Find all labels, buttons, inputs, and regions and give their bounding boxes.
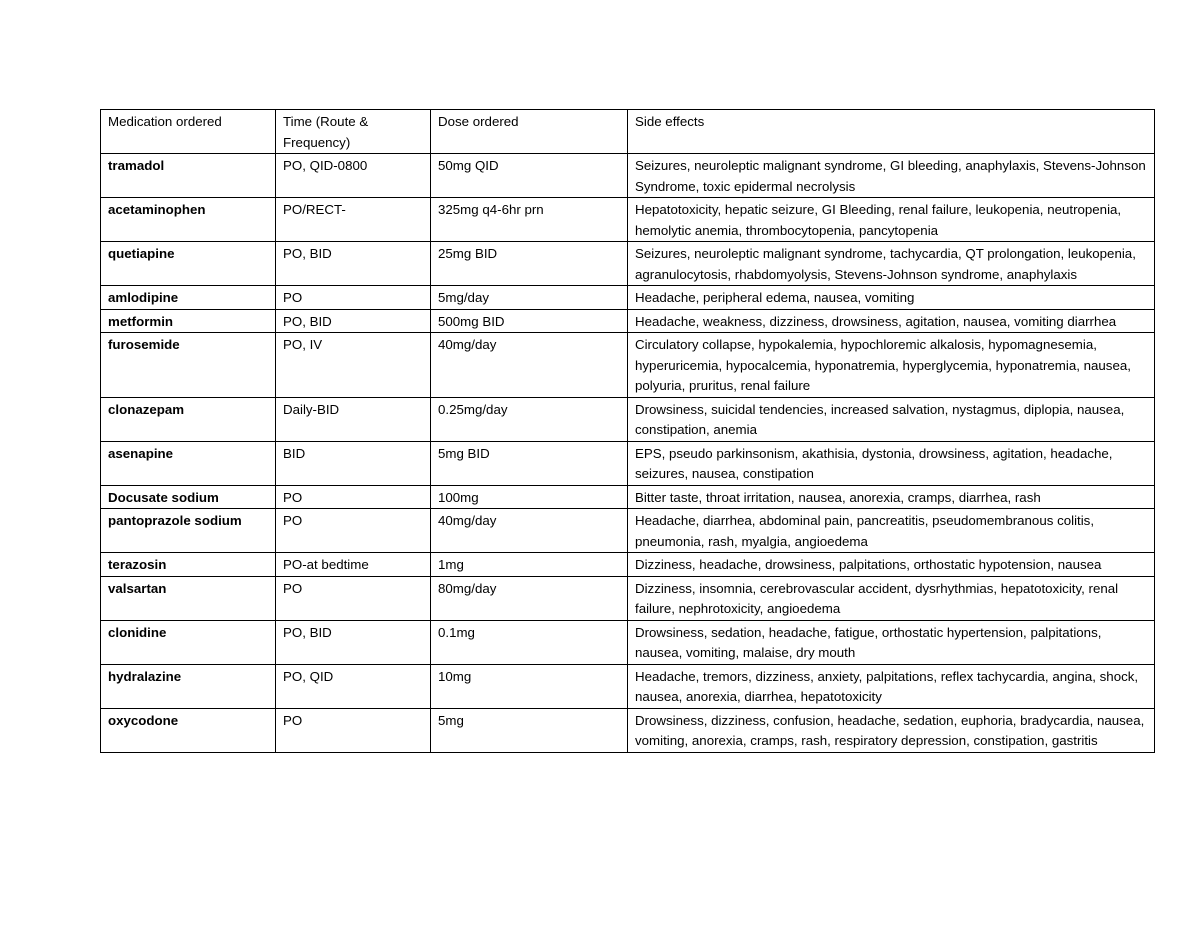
dose-cell: 40mg/day (431, 509, 628, 553)
medication-cell: asenapine (101, 441, 276, 485)
medication-cell: acetaminophen (101, 198, 276, 242)
side-effects-cell: Drowsiness, dizziness, confusion, headache, sedation, euphoria, bradycardia, nausea, vomiting, anorexia, cramps, rash, respiratory depression, constipation, gastritis (628, 708, 1155, 752)
route-frequency-cell: PO (276, 576, 431, 620)
dose-cell: 50mg QID (431, 154, 628, 198)
side-effects-cell: Headache, tremors, dizziness, anxiety, palpitations, reflex tachycardia, angina, shock, nausea, anorexia, diarrhea, hepatotoxicity (628, 664, 1155, 708)
table-row (101, 708, 1155, 752)
medication-cell: clonidine (101, 620, 276, 664)
medication-table (100, 109, 1155, 753)
side-effects-cell: Seizures, neuroleptic malignant syndrome, GI bleeding, anaphylaxis, Stevens-Johnson Syndrome, toxic epidermal necrolysis (628, 154, 1155, 198)
dose-cell: 0.25mg/day (431, 397, 628, 441)
dose-cell: 100mg (431, 485, 628, 509)
route-frequency-cell: PO (276, 485, 431, 509)
side-effects-cell: Headache, peripheral edema, nausea, vomiting (628, 286, 1155, 310)
table-row (101, 154, 1155, 198)
medication-cell: hydralazine (101, 664, 276, 708)
header-time: Time (Route & Frequency) (276, 110, 431, 154)
dose-cell: 5mg BID (431, 441, 628, 485)
medication-cell: oxycodone (101, 708, 276, 752)
table-row (101, 309, 1155, 333)
route-frequency-cell: PO, BID (276, 242, 431, 286)
table-row (101, 286, 1155, 310)
table-row (101, 441, 1155, 485)
route-frequency-cell: PO, IV (276, 333, 431, 398)
table-row (101, 620, 1155, 664)
dose-cell: 80mg/day (431, 576, 628, 620)
medication-cell: Docusate sodium (101, 485, 276, 509)
side-effects-cell: Headache, diarrhea, abdominal pain, pancreatitis, pseudomembranous colitis, pneumonia, rash, myalgia, angioedema (628, 509, 1155, 553)
medication-cell: tramadol (101, 154, 276, 198)
medication-cell: quetiapine (101, 242, 276, 286)
dose-cell: 0.1mg (431, 620, 628, 664)
header-dose: Dose ordered (431, 110, 628, 154)
dose-cell: 10mg (431, 664, 628, 708)
route-frequency-cell: PO-at bedtime (276, 553, 431, 577)
side-effects-cell: Drowsiness, sedation, headache, fatigue, orthostatic hypertension, palpitations, nausea, vomiting, malaise, dry mouth (628, 620, 1155, 664)
side-effects-cell: Headache, weakness, dizziness, drowsiness, agitation, nausea, vomiting diarrhea (628, 309, 1155, 333)
table-row (101, 242, 1155, 286)
dose-cell: 5mg (431, 708, 628, 752)
route-frequency-cell: PO, QID (276, 664, 431, 708)
route-frequency-cell: PO, BID (276, 309, 431, 333)
dose-cell: 1mg (431, 553, 628, 577)
route-frequency-cell: PO (276, 509, 431, 553)
side-effects-cell: Drowsiness, suicidal tendencies, increased salvation, nystagmus, diplopia, nausea, constipation, anemia (628, 397, 1155, 441)
medication-cell: terazosin (101, 553, 276, 577)
table-row (101, 576, 1155, 620)
medication-cell: pantoprazole sodium (101, 509, 276, 553)
table-row (101, 509, 1155, 553)
side-effects-cell: Circulatory collapse, hypokalemia, hypochloremic alkalosis, hypomagnesemia, hyperuricemia, hypocalcemia, hyponatremia, hyperglycemia, hyponatremia, nausea, polyuria, pruritus, renal failure (628, 333, 1155, 398)
medication-cell: amlodipine (101, 286, 276, 310)
side-effects-cell: Seizures, neuroleptic malignant syndrome, tachycardia, QT prolongation, leukopenia, agranulocytosis, rhabdomyolysis, Stevens-Johnson syndrome, anaphylaxis (628, 242, 1155, 286)
medication-cell: clonazepam (101, 397, 276, 441)
side-effects-cell: Dizziness, headache, drowsiness, palpitations, orthostatic hypotension, nausea (628, 553, 1155, 577)
table-header-row (101, 110, 1155, 154)
table-row (101, 553, 1155, 577)
medication-cell: metformin (101, 309, 276, 333)
route-frequency-cell: PO/RECT- (276, 198, 431, 242)
dose-cell: 5mg/day (431, 286, 628, 310)
header-side-effects: Side effects (628, 110, 1155, 154)
side-effects-cell: EPS, pseudo parkinsonism, akathisia, dystonia, drowsiness, agitation, headache, seizures, nausea, constipation (628, 441, 1155, 485)
route-frequency-cell: PO, BID (276, 620, 431, 664)
table-row (101, 664, 1155, 708)
dose-cell: 500mg BID (431, 309, 628, 333)
header-medication: Medication ordered (101, 110, 276, 154)
route-frequency-cell: PO (276, 708, 431, 752)
route-frequency-cell: PO (276, 286, 431, 310)
table-row (101, 397, 1155, 441)
table-body (101, 154, 1155, 753)
dose-cell: 325mg q4-6hr prn (431, 198, 628, 242)
medication-cell: valsartan (101, 576, 276, 620)
table-row (101, 198, 1155, 242)
table-row (101, 333, 1155, 398)
route-frequency-cell: Daily-BID (276, 397, 431, 441)
dose-cell: 40mg/day (431, 333, 628, 398)
dose-cell: 25mg BID (431, 242, 628, 286)
route-frequency-cell: PO, QID-0800 (276, 154, 431, 198)
table-row (101, 485, 1155, 509)
side-effects-cell: Bitter taste, throat irritation, nausea, anorexia, cramps, diarrhea, rash (628, 485, 1155, 509)
side-effects-cell: Dizziness, insomnia, cerebrovascular accident, dysrhythmias, hepatotoxicity, renal failure, nephrotoxicity, angioedema (628, 576, 1155, 620)
side-effects-cell: Hepatotoxicity, hepatic seizure, GI Bleeding, renal failure, leukopenia, neutropenia, hemolytic anemia, thrombocytopenia, pancytopenia (628, 198, 1155, 242)
route-frequency-cell: BID (276, 441, 431, 485)
medication-cell: furosemide (101, 333, 276, 398)
